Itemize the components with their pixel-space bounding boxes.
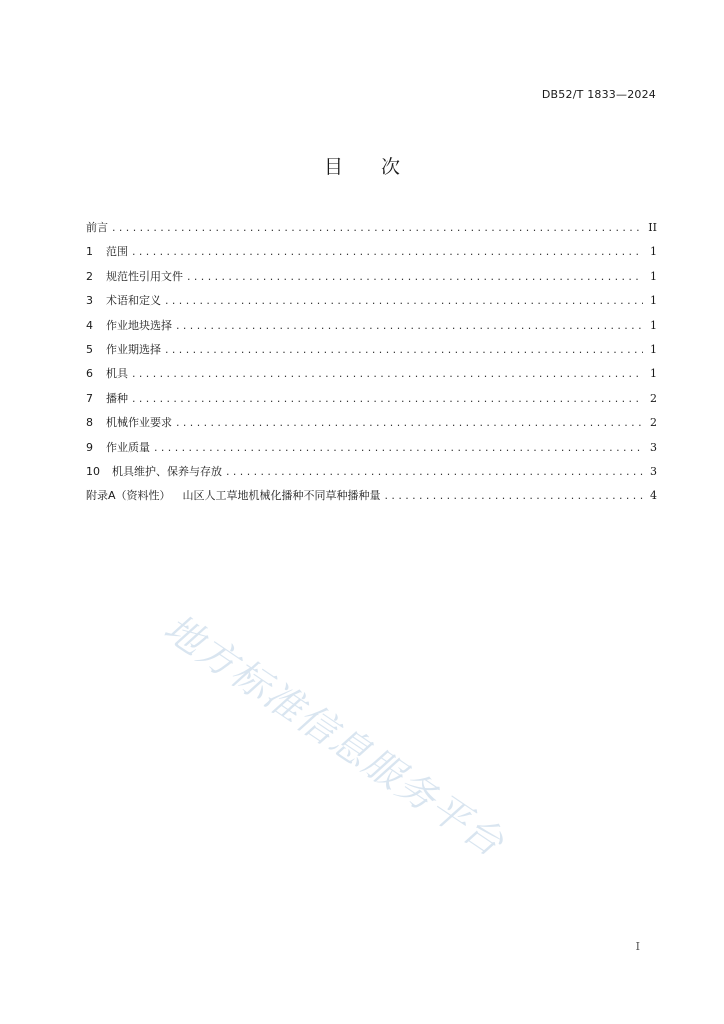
toc-entry-number: 6 — [86, 367, 93, 381]
toc-entry-10[interactable] — [86, 463, 657, 487]
toc-entry-text: 机械作业要求 — [106, 416, 172, 430]
toc-leader-dots — [165, 294, 643, 307]
document-code: DB52/T 1833—2024 — [541, 88, 656, 101]
toc-entry-number: 9 — [86, 440, 93, 454]
toc-entry-4[interactable] — [86, 317, 657, 341]
toc-entry-number: 7 — [86, 391, 93, 405]
toc-entry-2[interactable] — [86, 268, 657, 292]
toc-entry-page: 1 — [650, 342, 657, 356]
toc-title-char-1: 目 — [323, 156, 343, 178]
toc-entry-number: 10 — [86, 464, 100, 478]
toc-entry-9[interactable] — [86, 439, 657, 463]
toc-entry-text: 范围 — [106, 245, 128, 259]
toc-entry-text: 机具维护、保养与存放 — [112, 464, 222, 478]
toc-leader-dots — [132, 245, 643, 258]
toc-leader-dots — [132, 367, 643, 380]
page-number: I — [635, 940, 640, 953]
toc-entry-foreword[interactable] — [86, 219, 657, 243]
toc-entry-text: 作业地块选择 — [106, 318, 172, 332]
toc-entry-number: 4 — [86, 318, 93, 332]
toc-entry-text: 山区人工草地机械化播种不同草种播种量 — [182, 489, 381, 503]
toc-entry-page: 1 — [650, 269, 657, 283]
toc-leader-dots — [176, 416, 643, 429]
toc-leader-dots — [154, 441, 643, 454]
toc-entry-page: 2 — [650, 416, 657, 430]
toc-entry-page: 1 — [650, 318, 657, 332]
toc-annex-label: 附录A（资料性） — [86, 489, 171, 503]
toc-entry-page: 1 — [650, 367, 657, 381]
toc-leader-dots — [385, 489, 643, 502]
toc-entry-page: 3 — [650, 464, 657, 478]
toc-leader-dots — [112, 221, 643, 234]
toc-leader-dots — [187, 270, 643, 283]
toc-entry-page: II — [648, 221, 657, 234]
toc-entry-text: 前言 — [86, 221, 108, 234]
toc-entry-8[interactable] — [86, 414, 657, 438]
toc-leader-dots — [132, 392, 643, 405]
toc-leader-dots — [176, 319, 643, 332]
toc-entry-page: 4 — [650, 489, 657, 503]
toc-entry-number: 1 — [86, 245, 93, 259]
toc-entry-text: 规范性引用文件 — [106, 269, 183, 283]
toc-title — [0, 152, 724, 179]
toc-entry-number: 5 — [86, 342, 93, 356]
toc-entry-number: 3 — [86, 294, 93, 308]
toc-entry-number: 2 — [86, 269, 93, 283]
watermark-text: 地方标准信息服务平台 — [156, 605, 513, 866]
toc-entry-text: 作业质量 — [106, 440, 150, 454]
toc-entry-text: 机具 — [106, 367, 128, 381]
toc-entry-6[interactable] — [86, 365, 657, 389]
toc-entry-number: 8 — [86, 416, 93, 430]
toc-entry-5[interactable] — [86, 341, 657, 365]
toc-title-char-2: 次 — [381, 156, 401, 178]
toc-entry-page: 3 — [650, 440, 657, 454]
toc-entry-page: 2 — [650, 391, 657, 405]
toc-entry-1[interactable] — [86, 243, 657, 267]
toc-entry-7[interactable] — [86, 390, 657, 414]
toc-entry-text: 播种 — [106, 391, 128, 405]
toc-entry-text: 作业期选择 — [106, 342, 161, 356]
toc-entry-annex-a[interactable] — [86, 487, 657, 511]
toc-leader-dots — [165, 343, 643, 356]
toc-entry-page: 1 — [650, 294, 657, 308]
toc-entry-text: 术语和定义 — [106, 294, 161, 308]
toc-list — [86, 219, 657, 512]
toc-entry-page: 1 — [650, 245, 657, 259]
toc-entry-3[interactable] — [86, 292, 657, 316]
toc-leader-dots — [226, 465, 643, 478]
